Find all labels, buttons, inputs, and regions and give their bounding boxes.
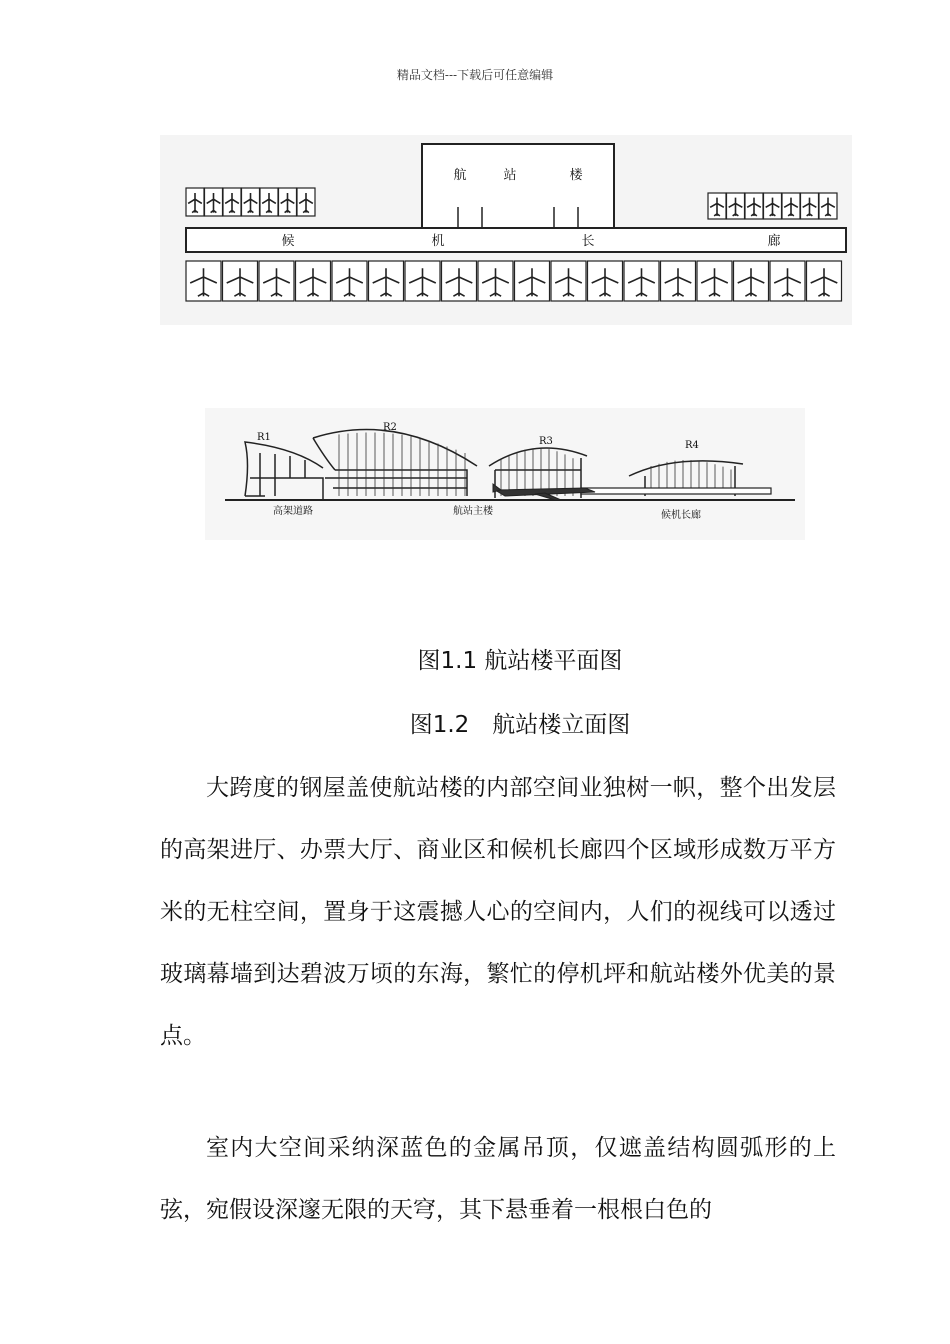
roof-label-r4: R4 (685, 440, 699, 451)
corridor-label-1: 候 (281, 234, 295, 249)
label-main-terminal: 航站主楼 (453, 506, 493, 517)
terminal-building (422, 144, 614, 234)
terminal-plan-figure (160, 135, 852, 325)
roof-label-r3: R3 (539, 436, 553, 447)
terminal-label-1: 航 (453, 168, 467, 183)
aircraft-stand (297, 188, 315, 216)
aircraft-stand (259, 261, 294, 301)
aircraft-stand (727, 193, 745, 219)
aircraft-stand (369, 261, 404, 301)
corridor-label-4: 廊 (767, 234, 781, 249)
aircraft-stand (588, 261, 623, 301)
aircraft-stand (819, 193, 837, 219)
aircraft-stand (442, 261, 477, 301)
aircraft-stand (745, 193, 763, 219)
aircraft-stand (186, 188, 204, 216)
aircraft-stand (801, 193, 819, 219)
aircraft-stand (405, 261, 440, 301)
aircraft-stand (764, 193, 782, 219)
terminal-elevation-figure (205, 408, 805, 540)
body-paragraph-1: 大跨度的钢屋盖使航站楼的内部空间业独树一帜，整个出发层的高架进厅、办票大厅、商业区和候机长廊四个区域形成数万平方米的无柱空间，置身于这震撼人心的空间内，人们的视线可以透过玻璃幕墙到达碧波万顷的东海，繁忙的停机坪和航站楼外优美的景点。 (160, 775, 836, 1049)
aircraft-stand (223, 261, 258, 301)
aircraft-stand (624, 261, 659, 301)
aircraft-stand (186, 261, 221, 301)
roof-label-r1: R1 (257, 432, 271, 443)
aircraft-stand (223, 188, 241, 216)
aircraft-stand (478, 261, 513, 301)
page-header: 精品文档---下载后可任意编辑 (396, 68, 554, 82)
aircraft-stands-top-left (186, 188, 315, 216)
aircraft-stand (205, 188, 223, 216)
aircraft-stand (697, 261, 732, 301)
aircraft-stand (332, 261, 367, 301)
aircraft-stands-top-right (708, 193, 837, 219)
aircraft-stand (770, 261, 805, 301)
aircraft-stand (260, 188, 278, 216)
corridor-label-3: 长 (581, 234, 595, 249)
corridor-deck (581, 488, 771, 494)
aircraft-stand (296, 261, 331, 301)
terminal-label-2: 站 (503, 168, 517, 183)
aircraft-stand (734, 261, 769, 301)
aircraft-stand (551, 261, 586, 301)
aircraft-stand (661, 261, 696, 301)
label-elevated-road: 高架道路 (273, 506, 313, 517)
body-paragraph-2: 室内大空间采纳深蓝色的金属吊顶，仅遮盖结构圆弧形的上弦，宛假设深邃无限的天穹，其下悬垂着一根根白色的 (160, 1135, 836, 1223)
terminal-label-3: 楼 (569, 168, 583, 183)
roof-label-r2: R2 (383, 422, 397, 433)
aircraft-stand (782, 193, 800, 219)
aircraft-stand (279, 188, 297, 216)
corridor-label-2: 机 (431, 234, 445, 249)
aircraft-stand (708, 193, 726, 219)
aircraft-stand (515, 261, 550, 301)
aircraft-stand (242, 188, 260, 216)
figure-caption-1: 图1.1 航站楼平面图 (417, 648, 623, 674)
aircraft-stand (807, 261, 842, 301)
figure-caption-2: 图1.2 航站楼立面图 (409, 712, 631, 738)
label-waiting-corridor: 候机长廊 (661, 510, 701, 521)
